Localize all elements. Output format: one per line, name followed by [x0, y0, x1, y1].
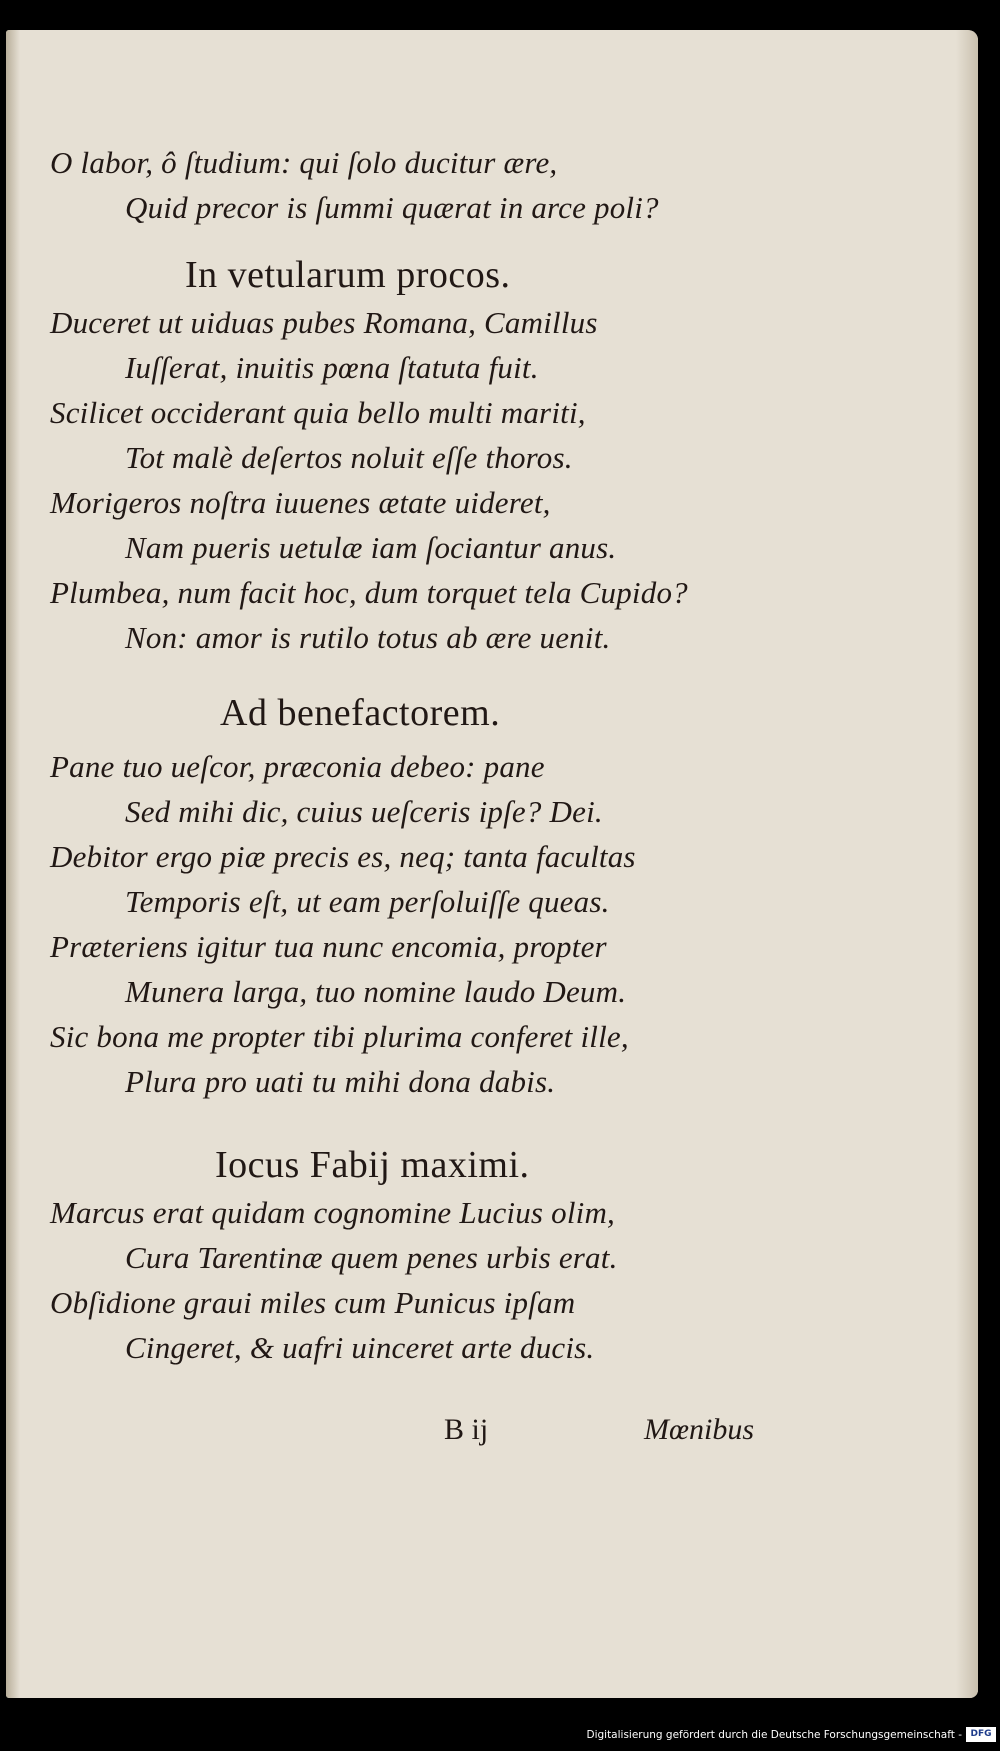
funding-notice: Digitalisierung gefördert durch die Deutsche Forschungsgemeinschaft -	[586, 1729, 962, 1741]
verse-line: Quid precor is ſummi quærat in arce poli?	[125, 190, 659, 225]
verse-line: Pane tuo ueſcor, præconia debeo: pane	[50, 749, 545, 784]
verse-line: Sed mihi dic, cuius ueſceris ipſe? Dei.	[125, 794, 603, 829]
verse-line: Temporis eſt, ut eam perſoluiſſe queas.	[125, 884, 610, 919]
verse-line: Tot malè deſertos noluit eſſe thoros.	[125, 440, 573, 475]
verse-line: Nam pueris uetulæ iam ſociantur anus.	[125, 530, 617, 565]
poem-title: Ad benefactorem.	[220, 692, 501, 734]
book-page	[6, 30, 978, 1698]
verse-line: Marcus erat quidam cognomine Lucius olim,	[50, 1195, 616, 1230]
verse-line: Iuſſerat, inuitis pœna ſtatuta fuit.	[125, 350, 539, 385]
verse-line: Cingeret, & uafri uinceret arte ducis.	[125, 1330, 595, 1365]
verse-line: Duceret ut uiduas pubes Romana, Camillus	[50, 305, 598, 340]
verse-line: Morigeros noſtra iuuenes ætate uideret,	[50, 485, 551, 520]
verse-line: Plumbea, num facit hoc, dum torquet tela Cupido?	[50, 575, 688, 610]
verse-line: Debitor ergo piæ precis es, neq; tanta facultas	[50, 839, 636, 874]
verse-line: Munera larga, tuo nomine laudo Deum.	[125, 974, 627, 1009]
verse-line: Præteriens igitur tua nunc encomia, propter	[50, 929, 607, 964]
verse-line: Obſidione graui miles cum Punicus ipſam	[50, 1285, 576, 1320]
signature-mark: B ij	[444, 1413, 489, 1446]
verse-line: Sic bona me propter tibi plurima conferet ille,	[50, 1019, 629, 1054]
verse-line: Cura Tarentinæ quem penes urbis erat.	[125, 1240, 618, 1275]
verse-line: Scilicet occiderant quia bello multi mariti,	[50, 395, 586, 430]
verse-line: Plura pro uati tu mihi dona dabis.	[125, 1064, 556, 1099]
dfg-logo: DFG	[966, 1727, 996, 1742]
verse-line: O labor, ô ſtudium: qui ſolo ducitur ære,	[50, 145, 558, 180]
verse-line: Non: amor is rutilo totus ab ære uenit.	[125, 620, 611, 655]
poem-title: In vetularum procos.	[185, 254, 511, 296]
page-text	[50, 140, 810, 1370]
poem-title: Iocus Fabij maximi.	[215, 1144, 530, 1186]
catchword: Mœnibus	[644, 1413, 755, 1446]
digitization-bar	[0, 1722, 1000, 1751]
page-footer	[6, 1413, 978, 1463]
